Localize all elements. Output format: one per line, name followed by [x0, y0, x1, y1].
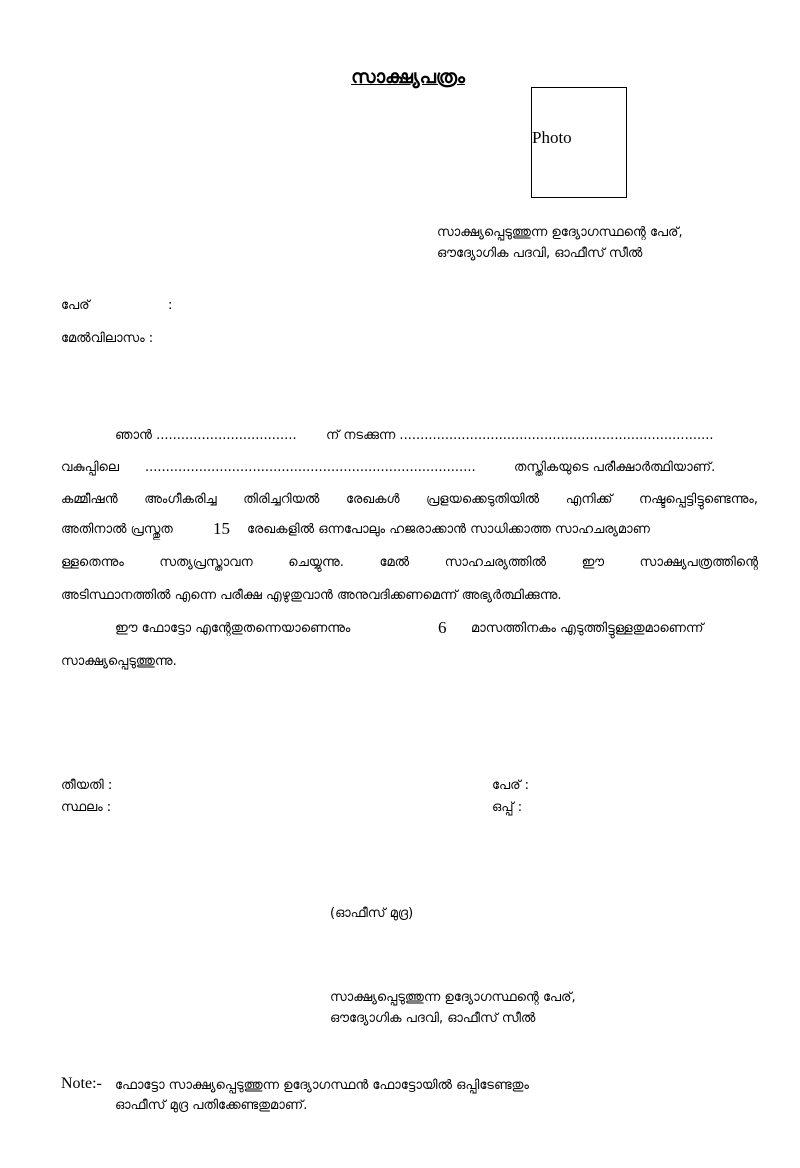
body-line-2c: തസ്തികയുടെ പരീക്ഷാർത്ഥിയാണ്.: [514, 460, 716, 475]
body-line-2b: ................................................................................: [145, 460, 476, 475]
body-line-3: കമ്മീഷൻ അംഗീകരിച്ച തിരിച്ചറിയൽ രേഖകൾ പ്രളയക്കെടുതിയിൽ എനിക്ക് നഷ്ടപ്പെട്ടിട്ടുണ്ടെന്നും,: [61, 492, 758, 507]
body-line-7b: മാസത്തിനകം എടുത്തിട്ടുള്ളതുമാണെന്ന്: [471, 621, 704, 636]
note-label: Note:-: [61, 1075, 102, 1092]
note-line-2: ഓഫീസ് മുദ്ര പതിക്കേണ്ടതുമാണ്.: [115, 1098, 308, 1113]
months-count: 6: [438, 618, 447, 637]
page-title: സാക്ഷ്യപത്രം: [351, 66, 465, 88]
body-line-5: ള്ളതെന്നും സത്യപ്രസ്താവന ചെയ്യുന്നു. മേൽ സാഹചര്യത്തിൽ ഈ സാക്ഷ്യപത്രത്തിന്റെ: [61, 555, 758, 570]
signer-name-label: പേര് :: [492, 778, 530, 793]
body-line-1a: ഞാൻ ..................................: [115, 428, 297, 443]
attestor-designation-line: ഔദ്യോഗിക പദവി, ഓഫീസ് സീൽ: [437, 246, 643, 261]
bottom-attestor-name-line: സാക്ഷ്യപ്പെടുത്തുന്ന ഉദ്യോഗസ്ഥന്റെ പേര്,: [330, 990, 576, 1005]
place-label: സ്ഥലം :: [61, 800, 112, 815]
document-count: 15: [213, 519, 230, 538]
bottom-attestor-designation-line: ഔദ്യോഗിക പദവി, ഓഫീസ് സീൽ: [330, 1011, 536, 1026]
body-line-8: സാക്ഷ്യപ്പെടുത്തുന്നു.: [61, 654, 177, 669]
body-line-4b: രേഖകളിൽ ഒന്നപോലും ഹജരാക്കാൻ സാധിക്കാത്ത സാഹചര്യമാണ: [247, 522, 650, 537]
office-seal-label: (ഓഫീസ് മുദ്ര): [330, 906, 414, 921]
address-field-label: മേൽവിലാസം :: [61, 331, 154, 346]
body-line-2a: വകുപ്പിലെ: [61, 460, 119, 475]
attestor-name-line: സാക്ഷ്യപ്പെടുത്തുന്ന ഉദ്യോഗസ്ഥന്റെ പേര്,: [437, 225, 683, 240]
body-line-6: അടിസ്ഥാനത്തിൽ എന്നെ പരീക്ഷ എഴുതുവാൻ അനുവദിക്കണമെന്ന് അഭ്യർത്ഥിക്കുന്നു.: [61, 588, 562, 603]
body-line-1b: ന് നടക്കുന്ന ............................................................................: [326, 428, 714, 443]
photo-placeholder: [531, 87, 627, 198]
note-line-1: ഫോട്ടോ സാക്ഷ്യപ്പെടുത്തുന്ന ഉദ്യോഗസ്ഥൻ ഫോട്ടോയിൽ ഒപ്പിടേണ്ടതും: [115, 1078, 529, 1093]
photo-label: Photo: [532, 128, 572, 147]
body-line-7a: ഈ ഫോട്ടോ എന്റേതുതന്നെയാണെന്നും: [115, 621, 351, 636]
date-label: തീയതി :: [61, 778, 113, 793]
signature-label: ഒപ്പ് :: [492, 800, 523, 815]
name-field-colon: :: [168, 298, 173, 313]
body-line-4a: അതിനാൽ പ്രസ്തുത: [61, 522, 173, 537]
name-field-label: പേര്: [61, 298, 90, 313]
